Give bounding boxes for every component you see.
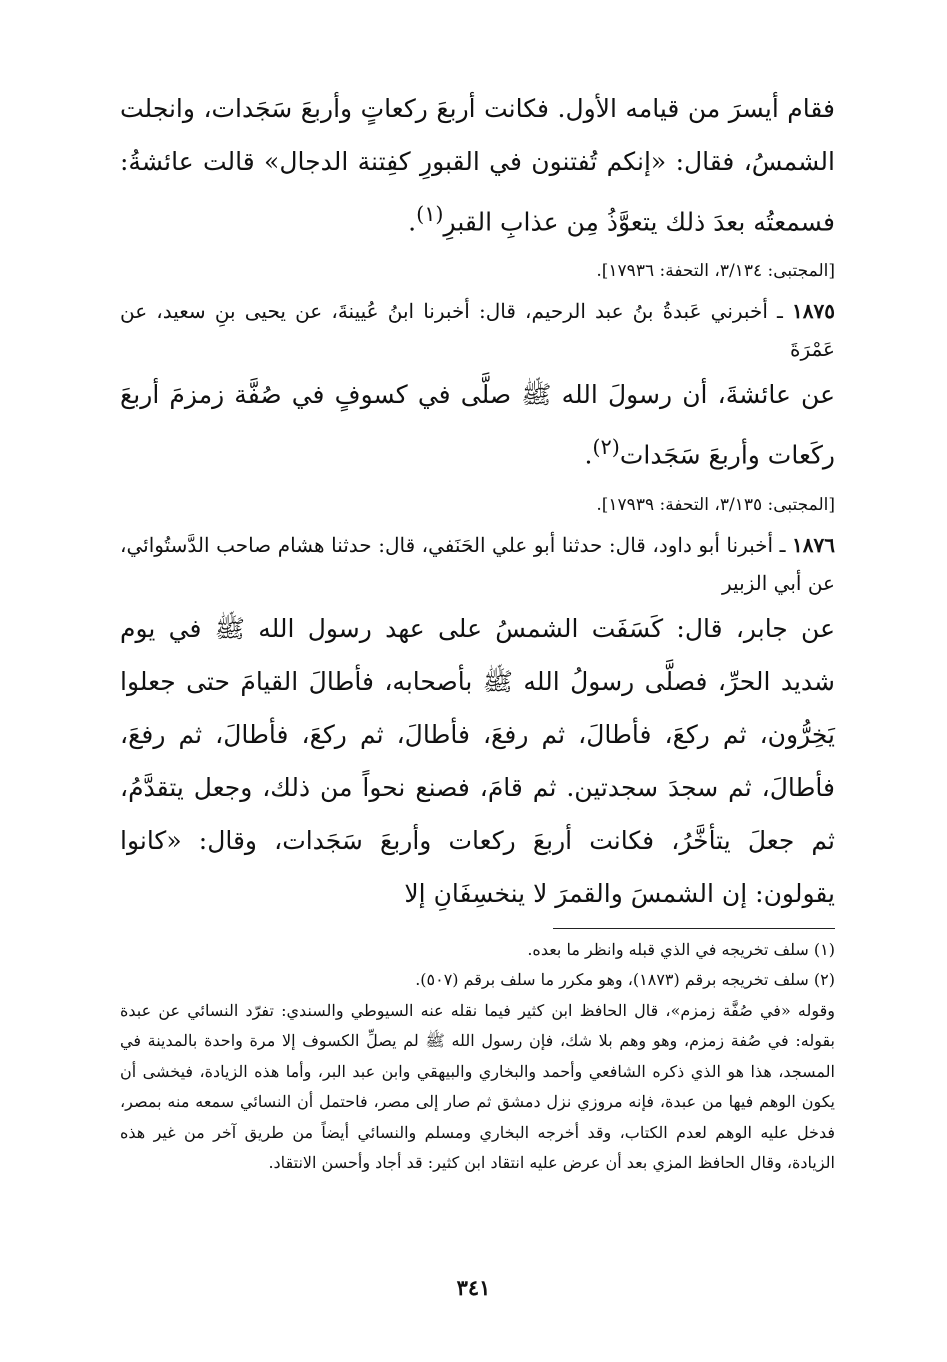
reference-1: [المجتبى: ٣/١٣٤، التحفة: ١٧٩٣٦]. [596, 261, 835, 282]
text-block-1: فقام أيسرَ من قيامه الأول. فكانت أربعَ ركعاتٍ وأربعَ سَجَدات، وانجلت الشمسُ، فقال: «إنكم تُفتنون في القبورِ كفِتنة الدجال» قالت عائشةُ: فسمعتُه بعدَ ذلك يتعوَّذُ مِن عذابِ القبرِ$^{(١)}$. [120, 94, 835, 237]
footnote-separator [553, 928, 835, 929]
page-body [120, 82, 835, 1179]
text-block-1-content: فقام أيسرَ من قيامه الأول. فكانت أربعَ ركعاتٍ وأربعَ سَجَدات، وانجلت الشمسُ، فقال: «إنكم تُفتنون في القبورِ كفِتنة الدجال» قالت عائشةُ: فسمعتُه بعدَ ذلك يتعوَّذُ مِن عذابِ القبرِ [120, 94, 835, 237]
hadith-1876-matn: عن جابر، قال: كَسَفَت الشمسُ على عهد رسول الله ﷺ في يوم شديد الحرِّ، فصلَّى رسولُ الله ﷺ بأصحابه، فأطالَ القيامَ حتى جعلوا يَخِرُّون، ثم ركعَ، فأطالَ، ثم رفعَ، فأطالَ، ثم ركعَ، فأطالَ، ثم رفعَ، فأطالَ، ثم سجدَ سجدتين. ثم قامَ، فصنع نحواً من ذلك، وجعل يتقدَّمُ، ثم جعلَ يتأخَّرُ، فكانت أربعَ ركعات وأربعَ سَجَدات، وقال: «كانوا يقولون: إن الشمسَ والقمرَ لا ينخسِفَانِ إلا [120, 613, 835, 908]
footnote-2-continued: وقوله «في صُفَّة زمزم»، قال الحافظ ابن كثير فيما نقله عنه السيوطي والسندي: تفرّد النسائي عن عبدة بقوله: في صُفة زمزم، وهو وهم بلا شك، فإن رسول الله ﷺ لم يصلِّ الكسوف إلا مرة واحدة بالمدينة في المسجد، هذا هو الذي ذكره الشافعي وأحمد والبخاري والبيهقي وابن عبد البر، وأما هذه الزيادة، فيخشى أن يكون الوهم فيها من عبدة، فإنه مروزي نزل دمشق ثم صار إلى مصر، فاحتمل أن النسائي سمعه منه بمصر، فدخل عليه الوهم لعدم الكتاب، وقد أخرجه البخاري ومسلم والنسائي أيضاً من طريق آخر من غير هذه الزيادة، وقال الحافظ المزي بعد أن عرض عليه انتقاد ابن كثير: قد أجاد وأحسن الانتقاد. [120, 1000, 836, 1173]
hadith-1875-end: . [584, 440, 593, 470]
hadith-1875-matn-text: عن عائشةَ، أن رسولَ الله ﷺ صلَّى في كسوفٍ في صُفَّة زمزمَ أربعَ ركَعات وأربعَ سَجَدات [120, 380, 835, 470]
hadith-1876-isnad-text: ـ أخبرنا أبو داود، قال: حدثنا أبو علي الحَنَفي، قال: حدثنا هشام صاحب الدَّستُوائي، عن أبي الزبير [120, 532, 835, 595]
hadith-1875-matn [120, 368, 835, 481]
footnote-marker-1[interactable]: (١) [416, 202, 444, 226]
footnote-2: (٢) سلف تخريجه برقم (١٨٧٣)، وهو مكرر ما سلف برقم (٥٠٧). [415, 970, 835, 990]
footnote-1: (١) سلف تخريجه في الذي قبله وانظر ما بعده. [527, 939, 835, 959]
footnote-marker-2[interactable]: (٢) [592, 435, 620, 460]
hadith-1875-isnad-text: ـ أخبرني عَبدةُ بنُ عبد الرحيم، قال: أخبرنا ابنُ عُيينةَ، عن يحيى بنِ سعيد، عن عَمْرَةَ [120, 299, 835, 362]
hadith-1875-number: ١٨٧٥ [792, 299, 835, 324]
reference-2: [المجتبى: ٣/١٣٥، التحفة: ١٧٩٣٩]. [596, 494, 835, 515]
hadith-1875-isnad [120, 292, 835, 368]
hadith-1876-number: ١٨٧٦ [792, 532, 835, 557]
page-number: ٣٤١ [456, 1275, 491, 1300]
hadith-1876-isnad [120, 526, 835, 602]
